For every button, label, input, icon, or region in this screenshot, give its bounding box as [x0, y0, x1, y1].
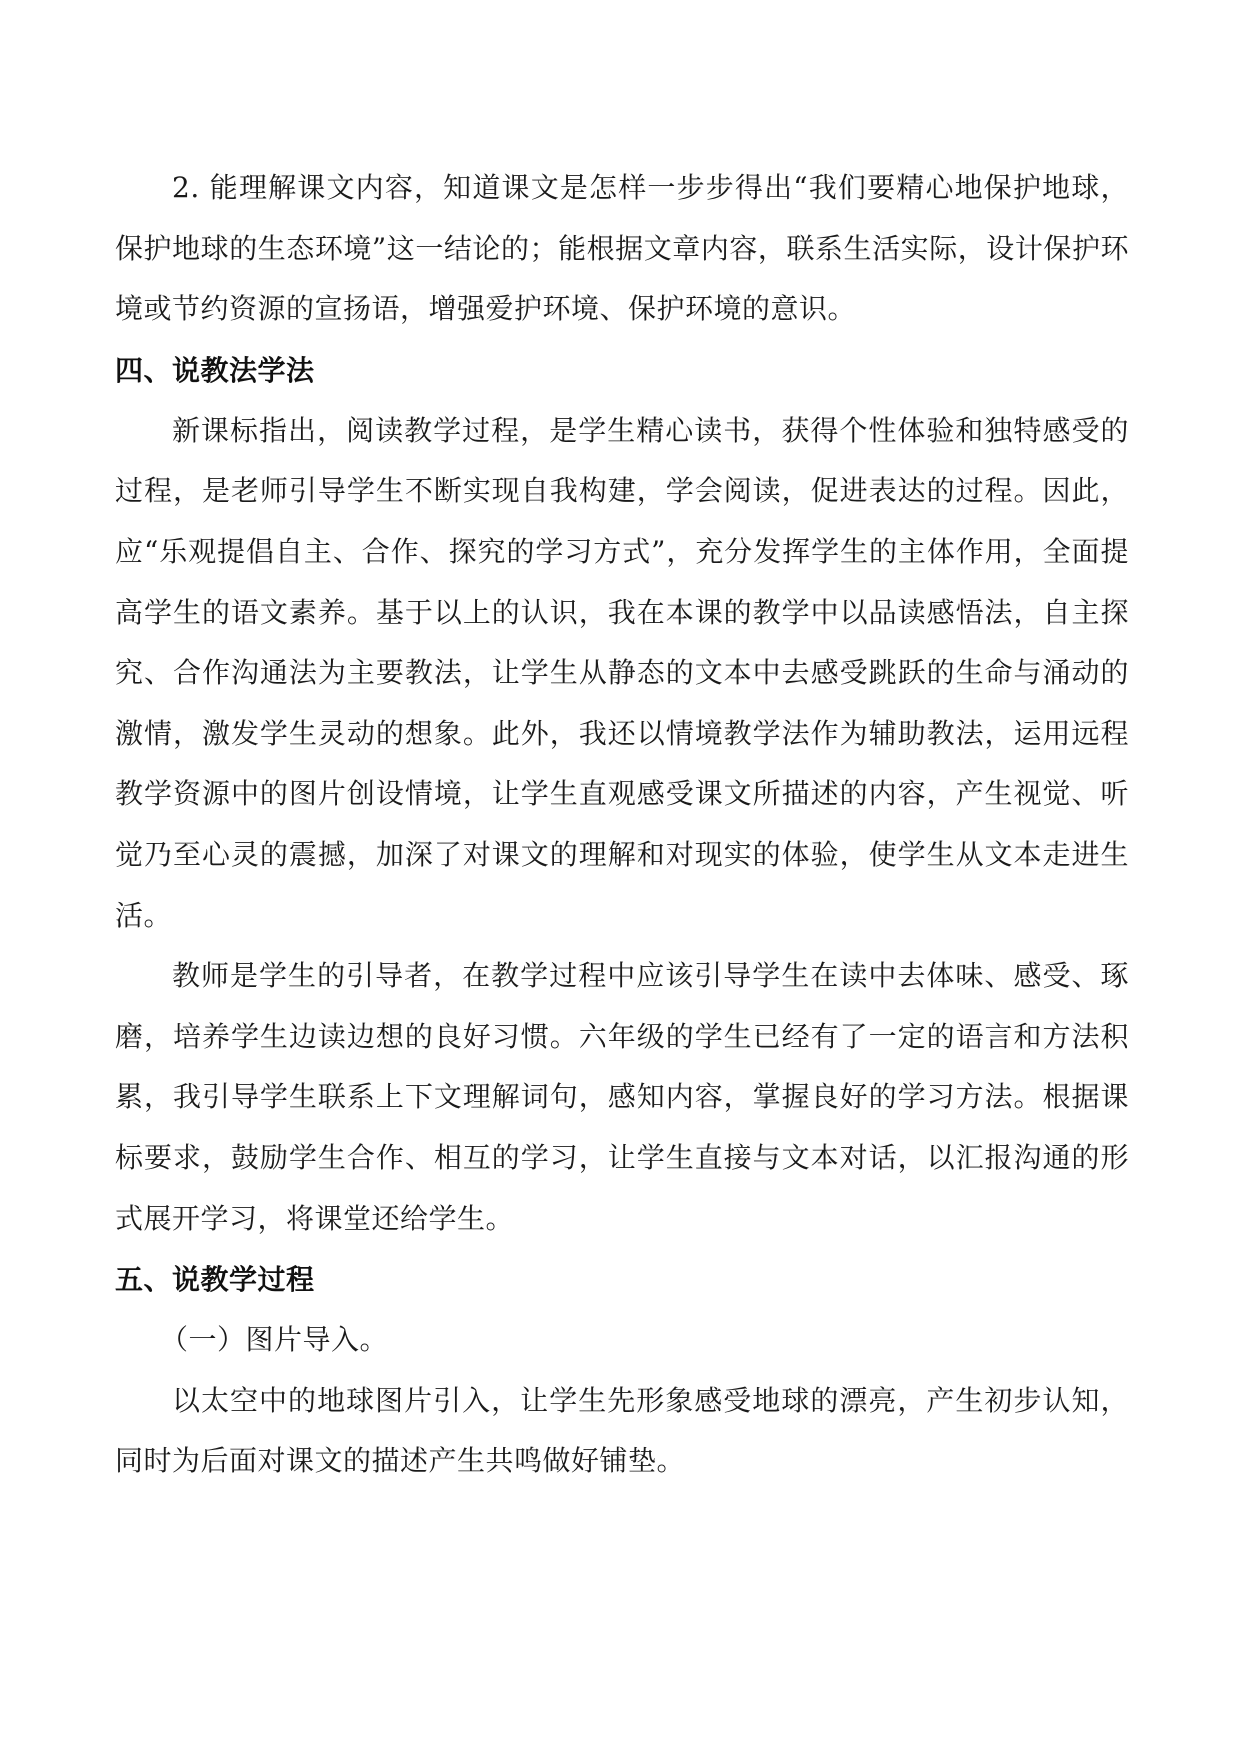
document-body: [115, 158, 1129, 1492]
subheading-picture-intro: （一）图片导入。: [160, 1323, 389, 1357]
paragraph-methods-intro: 新课标指出，阅读教学过程，是学生精心读书，获得个性体验和独特感受的过程，是老师引导学生不断实现自我构建，学会阅读，促进表达的过程。因此，应“乐观提倡自主、合作、探究的学习方式”，充分发挥学生的主体作用，全面提高学生的语文素养。基于以上的认识，我在本课的教学中以品读感悟法，自主探究、合作沟通法为主要教法，让学生从静态的文本中去感受跳跃的生命与涌动的激情，激发学生灵动的想象。此外，我还以情境教学法作为辅助教法，运用远程教学资源中的图片创设情境，让学生直观感受课文所描述的内容，产生视觉、听觉乃至心灵的震撼，加深了对课文的理解和对现实的体验，使学生从文本走进生活。: [115, 413, 1129, 932]
paragraph-teacher-role: 教师是学生的引导者，在教学过程中应该引导学生在读中去体味、感受、琢磨，培养学生边读边想的良好习惯。六年级的学生已经有了一定的语言和方法积累，我引导学生联系上下文理解词句，感知内容，掌握良好的学习方法。根据课标要求，鼓励学生合作、相互的学习，让学生直接与文本对话，以汇报沟通的形式展开学习，将课堂还给学生。: [115, 959, 1129, 1235]
section-heading-teaching-process: 五、说教学过程: [115, 1263, 315, 1297]
paragraph-objective-2: 2. 能理解课文内容，知道课文是怎样一步步得出“我们要精心地保护地球，保护地球的生态环境”这一结论的；能根据文章内容，联系生活实际，设计保护环境或节约资源的宣扬语，增强爱护环境、保护环境的意识。: [115, 171, 1129, 326]
paragraph-picture-intro: 以太空中的地球图片引入，让学生先形象感受地球的漂亮，产生初步认知，同时为后面对课文的描述产生共鸣做好铺垫。: [115, 1383, 1129, 1478]
section-heading-teaching-methods: 四、说教法学法: [115, 353, 315, 387]
